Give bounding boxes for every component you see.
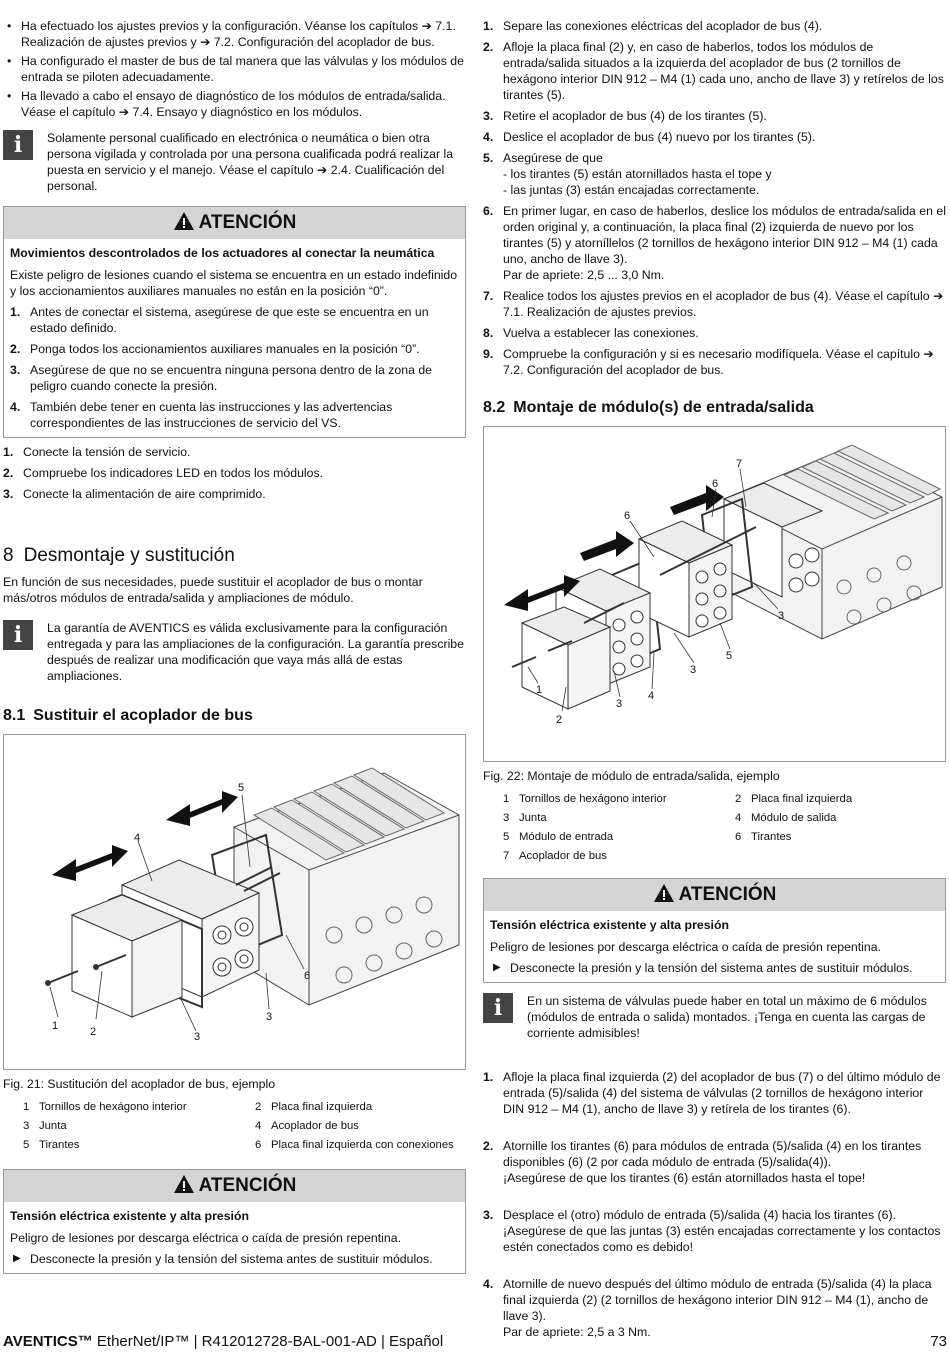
info-note bbox=[3, 620, 466, 684]
info-text: Solamente personal cualificado en electrónica o neumática o bien otra persona vigilada y controlada por una persona cualificada podrá realizar la puesta en servicio y el manejo. Véase el capítulo ➔ 2.4. Cualificación del personal. bbox=[47, 131, 454, 193]
fig21-label: 2 bbox=[90, 1026, 97, 1038]
list-item: • Ha configurado el master de bus de tal manera que las válvulas y los módulos de entrada se piloten adecuadamente. bbox=[3, 53, 466, 85]
figure-22 bbox=[483, 426, 946, 762]
section-heading-8: 8 Desmontaje y sustitución bbox=[3, 545, 235, 566]
fig21-label: 6 bbox=[304, 970, 311, 982]
warning-box bbox=[483, 878, 946, 983]
list-item: 8. Vuelva a establecer las conexiones. bbox=[483, 326, 699, 340]
list-item: 3. Desplace el (otro) módulo de entrada (5)/salida (4) hacia los tirantes (6). ¡Asegúrese de que las juntas (3) estén encajadas correctamente y los contactos estén conectados como es debido! bbox=[483, 1208, 941, 1254]
warning-title: Movimientos descontrolados de los actuadores al conectar la neumática bbox=[10, 246, 435, 260]
info-note bbox=[3, 130, 466, 194]
fig21-label: 3 bbox=[266, 1011, 273, 1023]
left-column bbox=[3, 18, 466, 1280]
list-item: 5. Asegúrese de que - los tirantes (5) están atornillados hasta el tope y - las juntas (3) están encajadas correctamente. bbox=[483, 151, 772, 197]
fig22-label: 6 bbox=[624, 510, 631, 522]
figure-22-caption: Fig. 22: Montaje de módulo de entrada/salida, ejemplo bbox=[483, 769, 780, 783]
warning-action: ▶ Desconecte la presión y la tensión del sistema antes de sustituir módulos. bbox=[493, 961, 913, 975]
warning-box bbox=[3, 206, 466, 438]
legend-item: 6 Placa final izquierda con conexiones bbox=[255, 1139, 454, 1151]
legend-item: 1 Tornillos de hexágono interior bbox=[23, 1101, 187, 1113]
warning-title: Tensión eléctrica existente y alta presión bbox=[10, 1209, 249, 1223]
warning-header: ATENCIÓN bbox=[484, 879, 945, 911]
warning-triangle-icon bbox=[173, 1174, 195, 1194]
legend-item: 5 Tirantes bbox=[23, 1139, 80, 1151]
footer-doc-info: AVENTICS™ EtherNet/IP™ | R412012728-BAL-001-AD | Español bbox=[3, 1333, 444, 1350]
info-text: En un sistema de válvulas puede haber en total un máximo de 6 módulos (módulos de entrada o salida) montados. ¡Tenga en cuenta las cargas de corriente admisibles! bbox=[527, 994, 927, 1040]
io-module-mounting-illustration bbox=[484, 427, 945, 761]
list-item: 4. Deslice el acoplador de bus (4) nuevo por los tirantes (5). bbox=[483, 130, 816, 144]
list-item: 1. Antes de conectar el sistema, asegúrese de que este se encuentra en un estado definido. bbox=[10, 305, 429, 335]
legend-item: 4 Módulo de salida bbox=[735, 812, 837, 824]
list-item: 3. Retire el acoplador de bus (4) de los tirantes (5). bbox=[483, 109, 767, 123]
fig22-label: 3 bbox=[778, 610, 785, 622]
info-text: La garantía de AVENTICS es válida exclusivamente para la configuración entregada y para las ampliaciones de la configuración. La garantía prescribe después de realizar una modificación que vaya más allá de estas ampliaciones. bbox=[47, 621, 464, 683]
list-item: 2. Ponga todos los accionamientos auxiliares manuales en la posición “0”. bbox=[10, 342, 420, 356]
legend-item: 6 Tirantes bbox=[735, 831, 792, 843]
figure-21-legend bbox=[23, 1098, 466, 1155]
list-item: 2. Atornille los tirantes (6) para módulos de entrada (5)/salida (4) en los tirantes disponibles (6) (2 por cada módulo de entrada (5)/salida(4)). ¡Asegúrese de que los tirantes (6) están atornillados hasta el tope! bbox=[483, 1139, 922, 1185]
legend-item: 1 Tornillos de hexágono interior bbox=[503, 793, 667, 805]
bus-coupler-replacement-illustration bbox=[4, 735, 465, 1069]
fig21-label: 1 bbox=[52, 1020, 59, 1032]
warning-header: ATENCIÓN bbox=[4, 207, 465, 239]
arrow-right-icon: ▶ bbox=[13, 1253, 21, 1264]
legend-item: 7 Acoplador de bus bbox=[503, 850, 607, 862]
warning-text: Peligro de lesiones por descarga eléctrica o caída de presión repentina. bbox=[10, 1231, 402, 1245]
warning-body bbox=[4, 239, 465, 437]
legend-item: 5 Módulo de entrada bbox=[503, 831, 614, 843]
list-item: 3. Conecte la alimentación de aire comprimido. bbox=[3, 487, 266, 501]
warning-text: Existe peligro de lesiones cuando el sistema se encuentra en un estado indefinido y los accionamientos auxiliares manuales no están en la posición “0”. bbox=[10, 268, 458, 298]
warning-triangle-icon bbox=[173, 211, 195, 231]
warning-steps bbox=[10, 304, 459, 431]
section-heading-8-2: 8.2 Montaje de módulo(s) de entrada/salida bbox=[483, 399, 814, 416]
figure-21-caption: Fig. 21: Sustitución del acoplador de bus, ejemplo bbox=[3, 1077, 276, 1091]
fig22-label: 3 bbox=[690, 664, 697, 676]
fig22-label: 3 bbox=[616, 698, 623, 710]
list-item: 7. Realice todos los ajustes previos en el acoplador de bus (4). Véase el capítulo ➔ 7.1. Realización de ajustes previos. bbox=[483, 289, 944, 319]
warning-title: Tensión eléctrica existente y alta presión bbox=[490, 918, 729, 932]
fig21-label: 3 bbox=[194, 1031, 201, 1043]
info-icon: i bbox=[3, 130, 33, 160]
section-text: En función de sus necesidades, puede sustituir el acoplador de bus o montar más/otros módulos de entrada/salida y ampliaciones de módulo. bbox=[3, 575, 423, 605]
list-item: 9. Compruebe la configuración y si es necesario modifíquela. Véase el capítulo ➔ 7.2. Configuración del acoplador de bus. bbox=[483, 347, 934, 377]
mount-module-steps bbox=[483, 1053, 946, 1361]
list-item: 4. Atornille de nuevo después del último módulo de entrada (5)/salida (4) la placa final izquierda (2) (2 tornillos de hexágono interior DIN 912 – M4 (1), ancho de llave 3). Par de apriete: 2,5 a 3 Nm. bbox=[483, 1277, 932, 1339]
page-number: 73 bbox=[930, 1333, 947, 1350]
prerequisites-list bbox=[3, 18, 466, 120]
legend-item: 3 Junta bbox=[23, 1120, 67, 1132]
fig22-label: 7 bbox=[736, 458, 743, 470]
fig22-label: 2 bbox=[556, 714, 563, 726]
info-icon: i bbox=[483, 993, 513, 1023]
fig22-label: 5 bbox=[726, 650, 733, 662]
info-note bbox=[483, 993, 946, 1041]
list-item: 3. Asegúrese de que no se encuentra ninguna persona dentro de la zona de peligro cuando conecte la presión. bbox=[10, 363, 433, 393]
legend-item: 4 Acoplador de bus bbox=[255, 1120, 359, 1132]
fig22-label: 6 bbox=[712, 478, 719, 490]
info-icon: i bbox=[3, 620, 33, 650]
startup-steps bbox=[3, 444, 466, 502]
warning-box bbox=[3, 1169, 466, 1274]
arrow-right-icon: ▶ bbox=[493, 962, 501, 973]
list-item: 2. Compruebe los indicadores LED en todos los módulos. bbox=[3, 466, 324, 480]
warning-header: ATENCIÓN bbox=[4, 1170, 465, 1202]
list-item: 1. Separe las conexiones eléctricas del acoplador de bus (4). bbox=[483, 19, 823, 33]
warning-text: Peligro de lesiones por descarga eléctrica o caída de presión repentina. bbox=[490, 940, 882, 954]
list-item: 6. En primer lugar, en caso de haberlos, deslice los módulos de entrada/salida en el orden original y, a continuación, la placa final (2) izquierda de nuevo por los tirantes (5) y atorníllelos (2 tornillos de hexágono interior DIN 912 – M4 (1) cada uno, ancho de llave 3). Par de apriete: 2,5 ... 3,0 Nm. bbox=[483, 204, 946, 282]
warning-body bbox=[4, 1202, 465, 1273]
figure-21 bbox=[3, 734, 466, 1070]
fig22-label: 4 bbox=[648, 690, 655, 702]
section-heading-8-1: 8.1 Sustituir el acoplador de bus bbox=[3, 707, 253, 724]
fig22-label: 1 bbox=[536, 684, 543, 696]
list-item: 1. Afloje la placa final izquierda (2) del acoplador de bus (7) o del último módulo de entrada (5)/salida (4) del sistema de válvulas (2 tornillos de hexágono interior DIN 912 – M4 (1), ancho de llave 3) y retírela de los tirantes (6). bbox=[483, 1070, 941, 1116]
list-item: • Ha llevado a cabo el ensayo de diagnóstico de los módulos de entrada/salida. Véase el capítulo ➔ 7.4. Ensayo y diagnóstico en los módulos. bbox=[3, 88, 466, 120]
warning-action: ▶ Desconecte la presión y la tensión del sistema antes de sustituir módulos. bbox=[13, 1252, 433, 1266]
figure-22-legend bbox=[503, 790, 946, 866]
list-item: 4. También debe tener en cuenta las instrucciones y las advertencias correspondientes de las instrucciones de servicio del VS. bbox=[10, 400, 393, 430]
legend-item: 2 Placa final izquierda bbox=[735, 793, 853, 805]
replace-bus-coupler-steps bbox=[483, 18, 946, 378]
list-item: 1. Conecte la tensión de servicio. bbox=[3, 445, 191, 459]
list-item: • Ha efectuado los ajustes previos y la configuración. Véanse los capítulos ➔ 7.1. Realización de ajustes previos y ➔ 7.2. Configuración del acoplador de bus. bbox=[3, 18, 466, 50]
list-item: 2. Afloje la placa final (2) y, en caso de haberlos, todos los módulos de entrada/salida situados a la izquierda del acoplador de bus (2 tornillos de hexágono interior DIN 912 – M4 (1) cada uno, ancho de llave 3) y retírelos de los tirantes (5). bbox=[483, 40, 944, 102]
fig21-label: 4 bbox=[134, 832, 141, 844]
legend-item: 2 Placa final izquierda bbox=[255, 1101, 373, 1113]
right-column bbox=[483, 18, 946, 1361]
page-footer bbox=[3, 1334, 947, 1350]
warning-body bbox=[484, 911, 945, 982]
legend-item: 3 Junta bbox=[503, 812, 547, 824]
warning-triangle-icon bbox=[653, 883, 675, 903]
fig21-label: 5 bbox=[238, 782, 245, 794]
